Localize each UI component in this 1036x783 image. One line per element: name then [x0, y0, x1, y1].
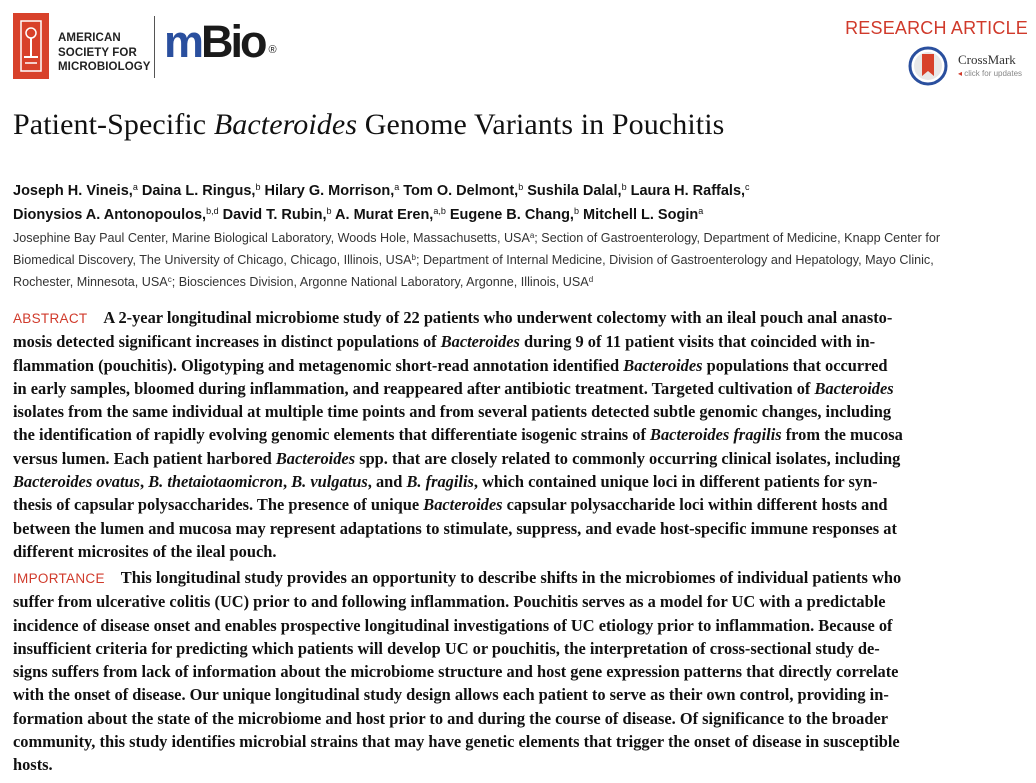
affiliation-line	[13, 226, 1023, 248]
registered-mark: ®	[268, 44, 277, 56]
title-italic: Bacteroides	[213, 108, 358, 141]
abstract-line	[13, 517, 1025, 540]
importance-line	[13, 753, 1025, 776]
abstract-text: from the mucosa	[781, 425, 903, 445]
affiliation-text: Biomedical Discovery, The University of Chicago, Chicago, Illinois, USA	[13, 253, 412, 267]
abstract-text: ,	[283, 472, 292, 492]
abstract-line	[13, 470, 1025, 493]
importance-text: This longitudinal study provides an opportunity to describe shifts in the microbiomes of individual patients who	[120, 568, 902, 587]
importance-line	[13, 590, 1025, 613]
author-name: Eugene B. Chang,	[449, 207, 574, 223]
affiliation-text: Rochester, Minnesota, USA	[13, 275, 168, 289]
abstract-text: populations that occurred	[702, 355, 888, 375]
affiliation-text: Josephine Bay Paul Center, Marine Biological Laboratory, Woods Hole, Massachusetts, USA	[13, 231, 530, 245]
title-part: Patient-Specific	[13, 108, 214, 141]
crossmark-label: CrossMark	[958, 52, 1016, 67]
author-name: Sushila Dalal,	[527, 183, 622, 199]
taxon-name: Bacteroides	[423, 495, 503, 515]
crossmark-sub-text: click for updates	[964, 69, 1023, 78]
abstract-text: capsular polysaccharide loci within different hosts and	[502, 495, 888, 515]
taxon-name: Bacteroides	[275, 448, 356, 468]
taxon-name: Bacteroides	[623, 355, 703, 375]
abstract-line	[13, 330, 1025, 353]
author-name: Joseph H. Vineis,	[13, 183, 133, 199]
author-name: Hilary G. Morrison,	[264, 183, 395, 199]
author-name: Laura H. Raffals,	[630, 183, 746, 199]
journal-logo	[164, 16, 277, 67]
importance-line	[13, 683, 1025, 706]
asm-logo-icon	[13, 13, 49, 79]
importance-line	[13, 566, 1025, 590]
taxon-name: Bacteroides	[814, 378, 894, 398]
importance-text: formation about the state of the microbiome and host prior to and during the course of disease. Of significance to the broader	[13, 708, 889, 728]
arrow-left-icon: ◂	[958, 69, 963, 78]
abstract-text: versus lumen. Each patient harbored	[13, 448, 276, 468]
title-part: Genome Variants in Pouchitis	[357, 108, 725, 141]
affiliation-marker: b	[411, 253, 416, 262]
author-affiliation-marker: b	[518, 182, 524, 192]
abstract-text: isolates from the same individual at multiple time points and from several patients detected subtle genomic changes, including	[13, 402, 892, 422]
taxon-name: Bacteroides	[440, 332, 520, 352]
affiliation-text: ; Section of Gastroenterology, Department of Medicine, Knapp Center for	[534, 231, 941, 245]
abstract-line	[13, 493, 1025, 516]
author-affiliation-marker: b	[573, 206, 579, 216]
taxon-name: Bacteroides ovatus	[13, 472, 141, 492]
author-affiliation-marker: a,b	[433, 206, 446, 216]
affiliations	[13, 226, 1023, 292]
importance-line	[13, 730, 1025, 753]
abstract-line	[13, 377, 1025, 400]
abstract-text: mosis detected significant increases in distinct populations of	[13, 332, 441, 352]
abstract-line	[13, 400, 1025, 423]
abstract-text: ,	[140, 472, 149, 492]
abstract-text: different microsites of the ileal pouch.	[13, 541, 277, 561]
abstract-text: flammation (pouchitis). Oligotyping and metagenomic short-read annotation identified	[13, 355, 624, 375]
article-title	[13, 106, 724, 144]
author-name: David T. Rubin,	[222, 207, 327, 223]
affiliation-line	[13, 248, 1023, 270]
author-affiliation-marker: b	[326, 206, 332, 216]
importance-section	[13, 566, 1025, 777]
taxon-name: B. vulgatus	[291, 472, 368, 492]
importance-label: IMPORTANCE	[13, 571, 105, 586]
taxon-name: B. fragilis	[406, 472, 474, 492]
abstract-text: during 9 of 11 patient visits that coincided with in-	[519, 332, 876, 352]
abstract-line	[13, 423, 1025, 446]
abstract-label: ABSTRACT	[13, 311, 88, 326]
importance-line	[13, 637, 1025, 660]
author-name: Daina L. Ringus,	[141, 183, 256, 199]
author-affiliation-marker: a	[132, 182, 138, 192]
author-list	[13, 177, 1023, 225]
importance-line	[13, 614, 1025, 637]
article-type-label: RESEARCH ARTICLE	[845, 18, 1028, 38]
author-affiliation-marker: a	[698, 206, 704, 216]
importance-line	[13, 660, 1025, 683]
abstract-text: in early samples, bloomed during inflammation, and reappeared after antibiotic treatment. Targeted cultivation of	[13, 378, 815, 398]
importance-text: incidence of disease onset and enables prospective longitudinal investigations of UC etiology prior to inflammation. Because of	[13, 615, 893, 635]
journal-logo-rest: Bio	[201, 16, 265, 67]
abstract-text: thesis of capsular polysaccharides. The presence of unique	[13, 495, 424, 515]
author-name: A. Murat Eren,	[335, 207, 434, 223]
affiliation-text: ; Department of Internal Medicine, Division of Gastroenterology and Hepatology, Mayo Clinic,	[415, 253, 934, 267]
author-name: Tom O. Delmont,	[403, 183, 519, 199]
author-affiliation-marker: c	[745, 182, 750, 192]
abstract-text: spp. that are closely related to commonly occurring clinical isolates, including	[355, 448, 901, 468]
author-line	[13, 177, 1023, 201]
publisher-line: SOCIETY FOR	[58, 46, 137, 59]
author-affiliation-marker: a	[394, 182, 400, 192]
importance-text: hosts.	[13, 755, 53, 775]
author-affiliation-marker: b	[255, 182, 261, 192]
author-affiliation-marker: b	[621, 182, 627, 192]
crossmark-sublabel	[958, 69, 1022, 78]
abstract-line	[13, 306, 1025, 330]
importance-line	[13, 707, 1025, 730]
affiliation-line	[13, 270, 1023, 292]
author-affiliation-marker: b,d	[206, 206, 219, 216]
publisher-line: MICROBIOLOGY	[58, 61, 151, 73]
abstract-text: the identification of rapidly evolving genomic elements that differentiate isogenic strains of	[13, 425, 651, 445]
abstract-text: between the lumen and mucosa may represent adaptations to stimulate, suppress, and evade host-specific immune responses at	[13, 518, 897, 538]
affiliation-text: ; Biosciences Division, Argonne National Laboratory, Argonne, Illinois, USA	[171, 275, 589, 289]
affiliation-marker: d	[588, 275, 594, 284]
abstract-line	[13, 540, 1025, 563]
crossmark-badge[interactable]	[908, 46, 1032, 86]
taxon-name: Bacteroides fragilis	[650, 425, 782, 445]
importance-text: insufficient criteria for predicting which patients will develop UC or pouchitis, the interpretation of cross-sectional study de-	[13, 638, 880, 658]
importance-text: with the onset of disease. Our unique longitudinal study design allows each patient to serve as their own control, providing in-	[13, 685, 889, 705]
author-name: Mitchell L. Sogin	[583, 207, 699, 223]
importance-text: signs suffers from lack of information about the microbiome structure and host gene expression patterns that directly correlate	[13, 662, 899, 682]
abstract-section	[13, 306, 1025, 563]
journal-logo-m: m	[164, 16, 202, 67]
importance-text: suffer from ulcerative colitis (UC) prior to and following inflammation. Pouchitis serves as a model for UC with a predictable	[13, 592, 886, 612]
abstract-text: A 2-year longitudinal microbiome study of 22 patients who underwent colectomy with an ileal pouch anal anasto-	[103, 308, 893, 327]
abstract-line	[13, 447, 1025, 470]
abstract-text: , which contained unique loci in different patients for syn-	[473, 472, 878, 492]
publisher-name	[58, 31, 151, 75]
publisher-line: AMERICAN	[58, 32, 121, 44]
affiliation-marker: c	[167, 275, 172, 284]
abstract-line	[13, 354, 1025, 377]
brand-divider	[154, 16, 155, 78]
taxon-name: B. thetaiotaomicron	[148, 472, 284, 492]
author-line	[13, 201, 1023, 225]
affiliation-marker: a	[529, 231, 535, 240]
importance-text: community, this study identifies microbial strains that may have genetic elements that trigger the onset of disease in susceptible	[13, 732, 900, 752]
crossmark-icon	[908, 46, 948, 86]
author-name: Dionysios A. Antonopoulos,	[13, 207, 207, 223]
abstract-text: , and	[367, 472, 407, 492]
